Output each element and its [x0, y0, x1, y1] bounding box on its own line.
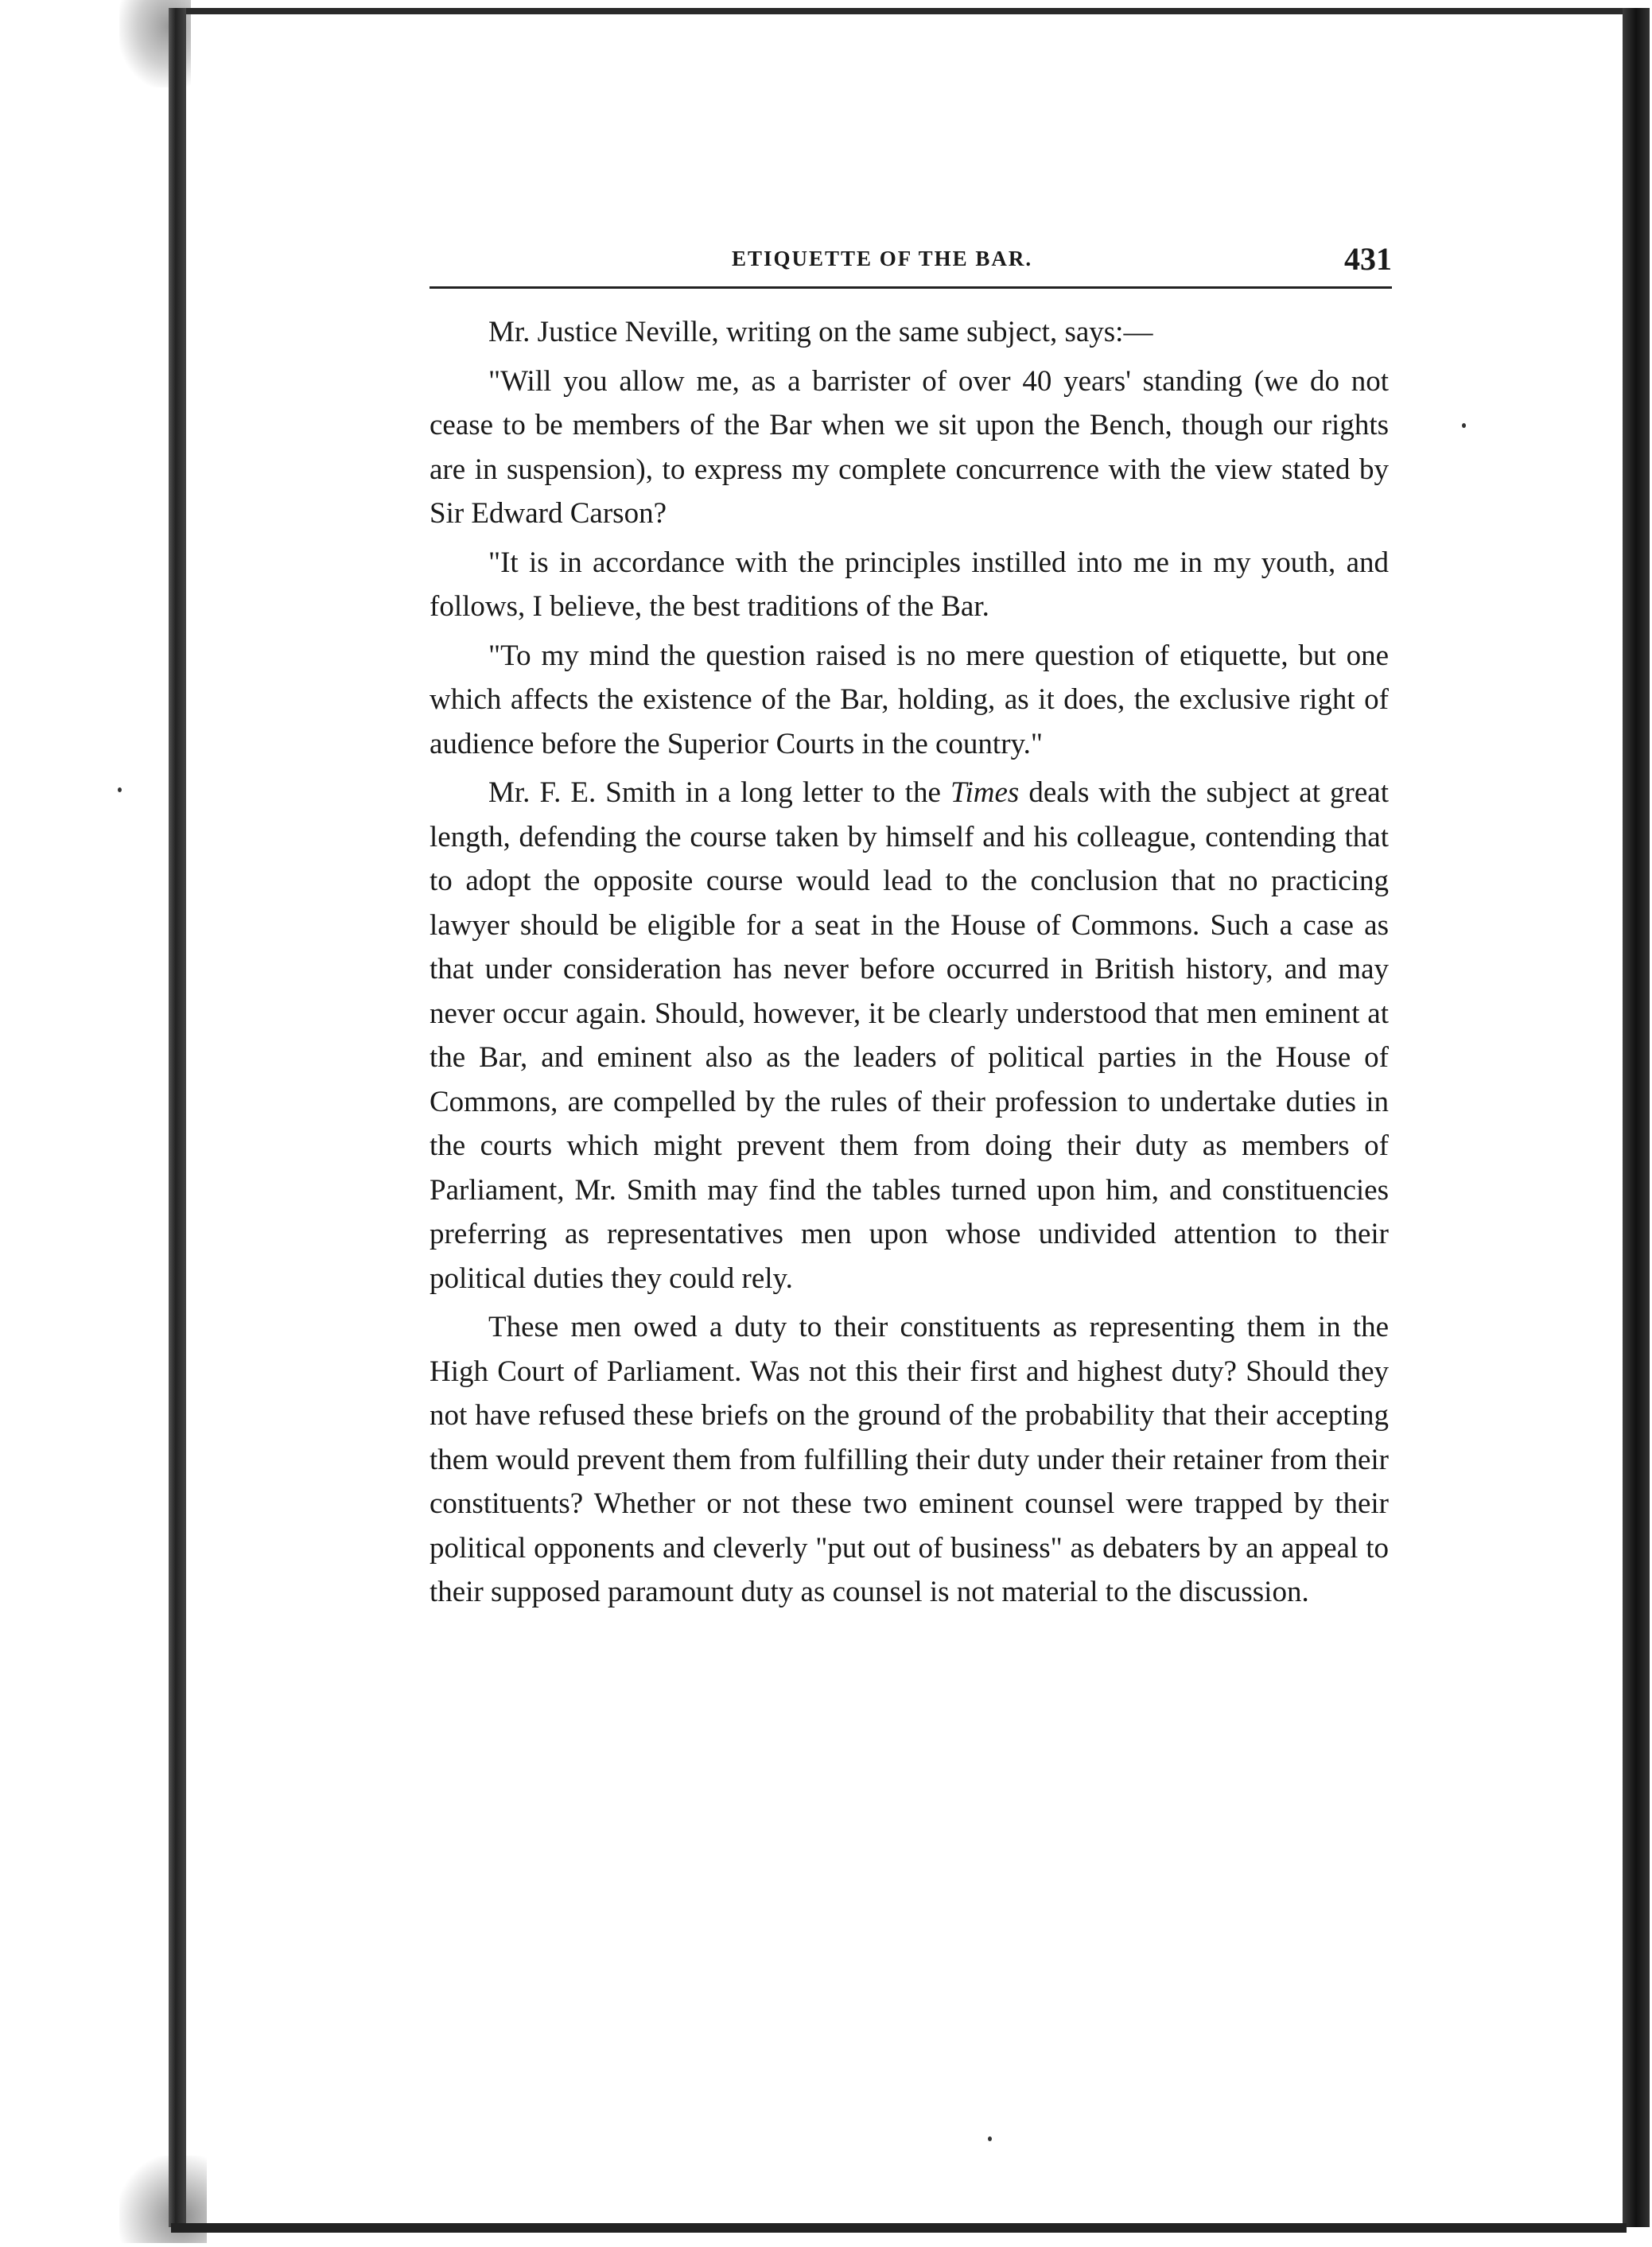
- scan-border-left: [169, 8, 186, 2227]
- paragraph-smith-letter: [430, 771, 1389, 1300]
- scan-speck: [988, 2136, 992, 2141]
- newspaper-title: Times: [950, 776, 1020, 809]
- header-rule: [430, 286, 1392, 289]
- scan-speck: [1462, 423, 1466, 428]
- scan-speck: [118, 787, 122, 792]
- running-head: [430, 243, 1392, 278]
- paragraph: "It is in accordance with the principles instilled into me in my youth, and follows, I believe, the best traditions of the Bar.: [430, 546, 1389, 623]
- scan-border-top: [171, 8, 1627, 14]
- scan-border-right: [1623, 8, 1650, 2227]
- paragraph: "Will you allow me, as a barrister of over 40 years' standing (we do not cease to be members of the Bar when we sit upon the Bench, though our rights are in suspension), to express my complete concurrence with the view stated by Sir Edward Carson?: [430, 364, 1389, 530]
- paragraph: Mr. Justice Neville, writing on the same subject, says:—: [488, 316, 1153, 348]
- running-title: ETIQUETTE OF THE BAR.: [732, 247, 1033, 270]
- scan-border-bottom: [171, 2223, 1627, 2233]
- page-body: [430, 310, 1389, 1619]
- paragraph: These men owed a duty to their constituents as representing them in the High Court of Parliament. Was not this their first and highest duty? Should they not have refused these briefs on the ground of the probability that their accepting them would prevent them from fulfilling their duty under their retainer from their constituents? Whether or not these two eminent counsel were trapped by their political opponents and cleverly "put out of business" as debaters by an appeal to their supposed paramount duty as counsel is not material to the discussion.: [430, 1311, 1389, 1608]
- paragraph-text: deals with the subject at great length, defending the course taken by himself and his colleague, contending that to adopt the opposite course would lead to the conclusion that no practicing lawyer should be eligible for a seat in the House of Commons. Such a case as that under consideration has never before occurred in British history, and may never occur again. Should, however, it be clearly understood that men eminent at the Bar, and eminent also as the leaders of political parties in the House of Commons, are compelled by the rules of their profession to undertake duties in the courts which might prevent them from doing their duty as members of Parliament, Mr. Smith may find the tables turned upon him, and constituencies preferring as representatives men upon whose undivided attention to their political duties they could rely.: [430, 776, 1389, 1295]
- paragraph: "To my mind the question raised is no mere question of etiquette, but one which affects the existence of the Bar, holding, as it does, the exclusive right of audience before the Superior Courts in the country.": [430, 639, 1389, 760]
- paragraph-text: Mr. F. E. Smith in a long letter to the: [488, 776, 950, 809]
- page-number: 431: [1344, 241, 1392, 277]
